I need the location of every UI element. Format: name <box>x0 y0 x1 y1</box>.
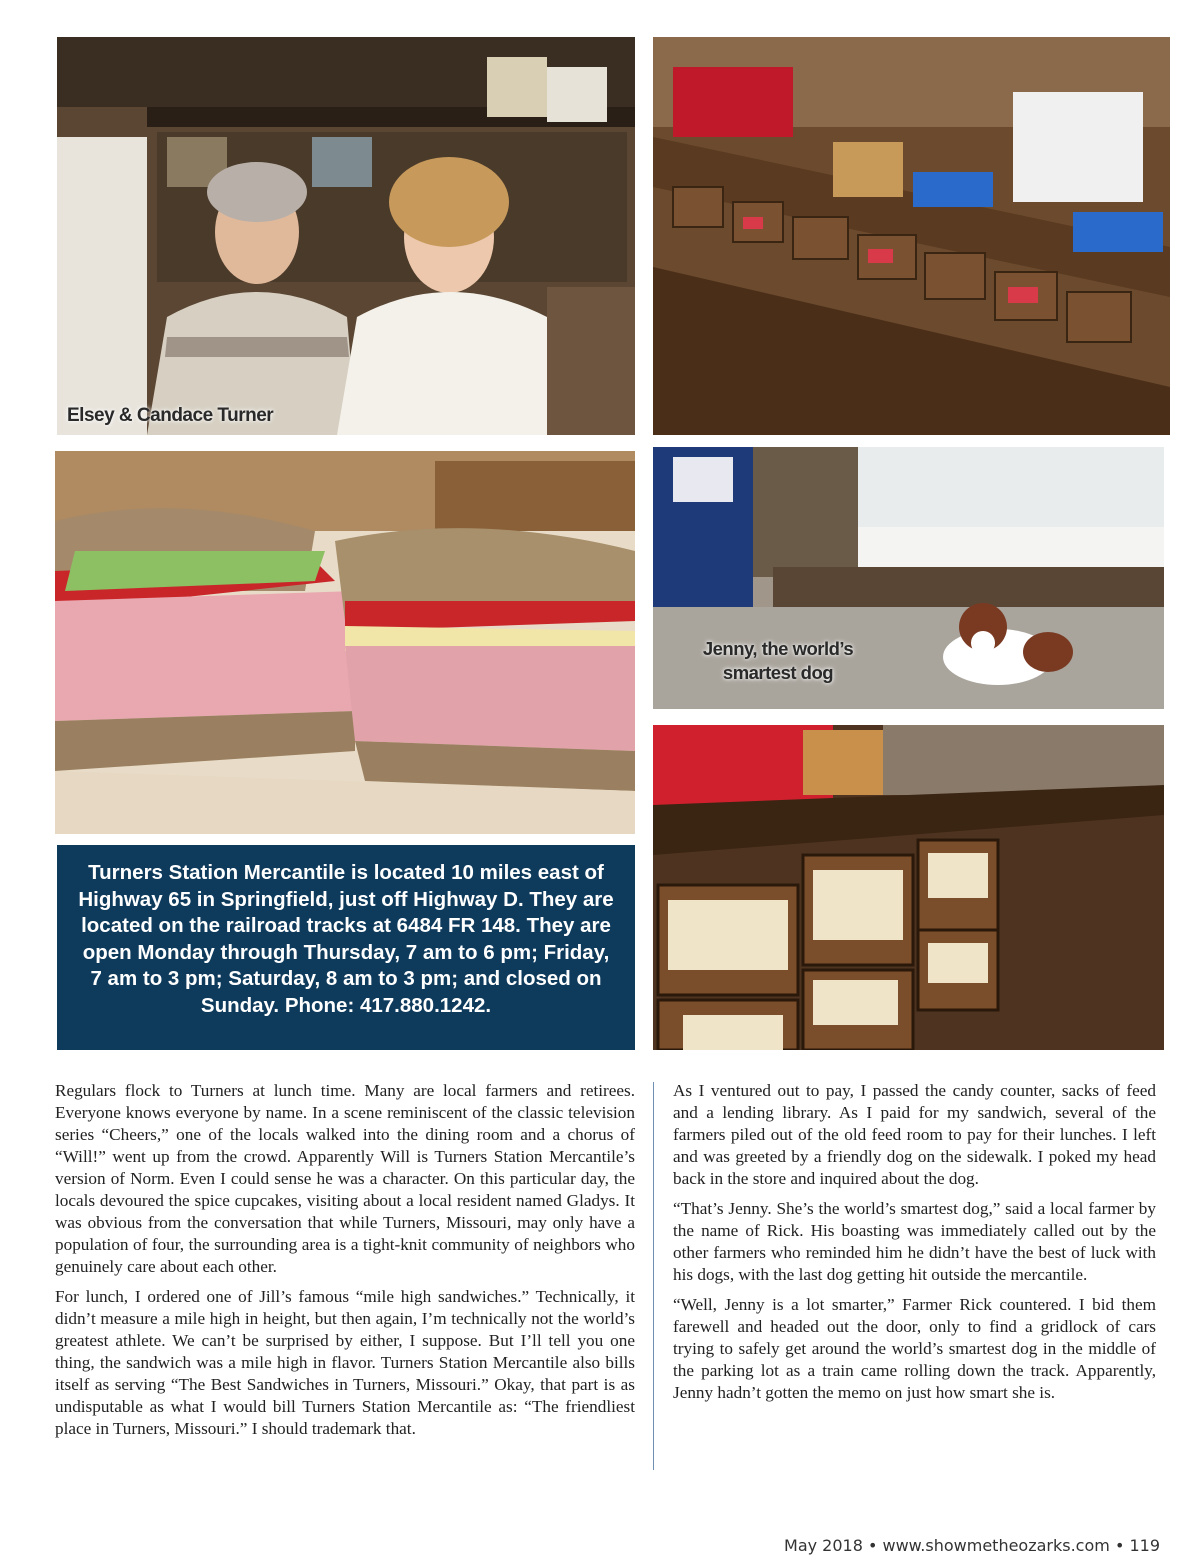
article-paragraph: “That’s Jenny. She’s the world’s smartest dog,” said a local farmer by the name of Rick. His boasting was immediately called out by the other farmers who reminded him he didn’t have the best of luck with his dogs, with the last dog getting hit outside the mercantile. <box>673 1199 1156 1284</box>
sandwich-illustration <box>55 451 635 834</box>
dog-photo <box>653 447 1164 709</box>
location-info-box: Turners Station Mercantile is located 10 miles east of Highway 65 in Springfield, just off Highway D. They are located on the railroad tracks at 6484 FR 148. They are open Monday through Thursday, 7 am to 6 pm; Friday, 7 am to 3 pm; Saturday, 8 am to 3 pm; and closed on Sunday. Phone: 417.880.1242. <box>57 845 635 1050</box>
column-divider <box>653 1082 654 1470</box>
page-footer: May 2018 • www.showmetheozarks.com • 119 <box>784 1536 1160 1555</box>
owners-photo-illustration <box>57 37 635 435</box>
candy-counter-illustration <box>653 37 1170 435</box>
article-paragraph: For lunch, I ordered one of Jill’s famous “mile high sandwiches.” Technically, it didn’t measure a mile high in height, but then again, I’m technically not the world’s greatest athlete. We can’t be surprised by either, I suppose. But I’ll tell you one thing, the sandwich was a mile high in flavor. Turners Station Mercantile also bills itself as serving “The Best Sandwiches in Turners, Missouri.” Okay, that part is as undisputable as what I would bill Turners Station Mercantile as: “The friendliest place in Turners, Missouri.” I should trademark that. <box>55 1287 635 1438</box>
sandwich-photo <box>55 451 635 834</box>
dog-caption-line2: smartest dog <box>722 662 834 683</box>
dog-caption <box>693 637 863 685</box>
article-paragraph: As I ventured out to pay, I passed the candy counter, sacks of feed and a lending library. As I paid for my sandwich, several of the farmers piled out of the old feed room to pay for their lunches. I left and was greeted by a friendly dog on the sidewalk. I poked my head back in the store and inquired about the dog. <box>673 1081 1156 1188</box>
owners-photo <box>57 37 635 435</box>
candy-counter-photo <box>653 37 1170 435</box>
article-column-right <box>673 1080 1156 1412</box>
drawers-illustration <box>653 725 1164 1050</box>
article-column-left <box>55 1080 635 1448</box>
dog-caption-line1: Jenny, the world’s <box>702 638 854 659</box>
owners-caption: Elsey & Candace Turner <box>67 405 274 426</box>
article-paragraph: Regulars flock to Turners at lunch time. Many are local farmers and retirees. Everyone knows everyone by name. In a scene reminiscent of the classic television series “Cheers,” one of the locals walked into the dining room and a chorus of “Will!” went up from the crowd. Apparently Will is Turners Station Mercantile’s version of Norm. Even I could sense he was a character. On this particular day, the locals devoured the spice cupcakes, visiting about a local resident named Gladys. It was obvious from the conversation that while Turners, Missouri, may only have a population of four, the surrounding area is a tight-knit community of neighbors who genuinely care about each other. <box>55 1081 635 1276</box>
drawers-photo <box>653 725 1164 1050</box>
article-paragraph: “Well, Jenny is a lot smarter,” Farmer Rick countered. I bid them farewell and headed out the door, only to find a gridlock of cars trying to safely get around the world’s smartest dog in the middle of the parking lot as a train came rolling down the track. Apparently, Jenny hadn’t gotten the memo on just how smart she is. <box>673 1295 1156 1402</box>
